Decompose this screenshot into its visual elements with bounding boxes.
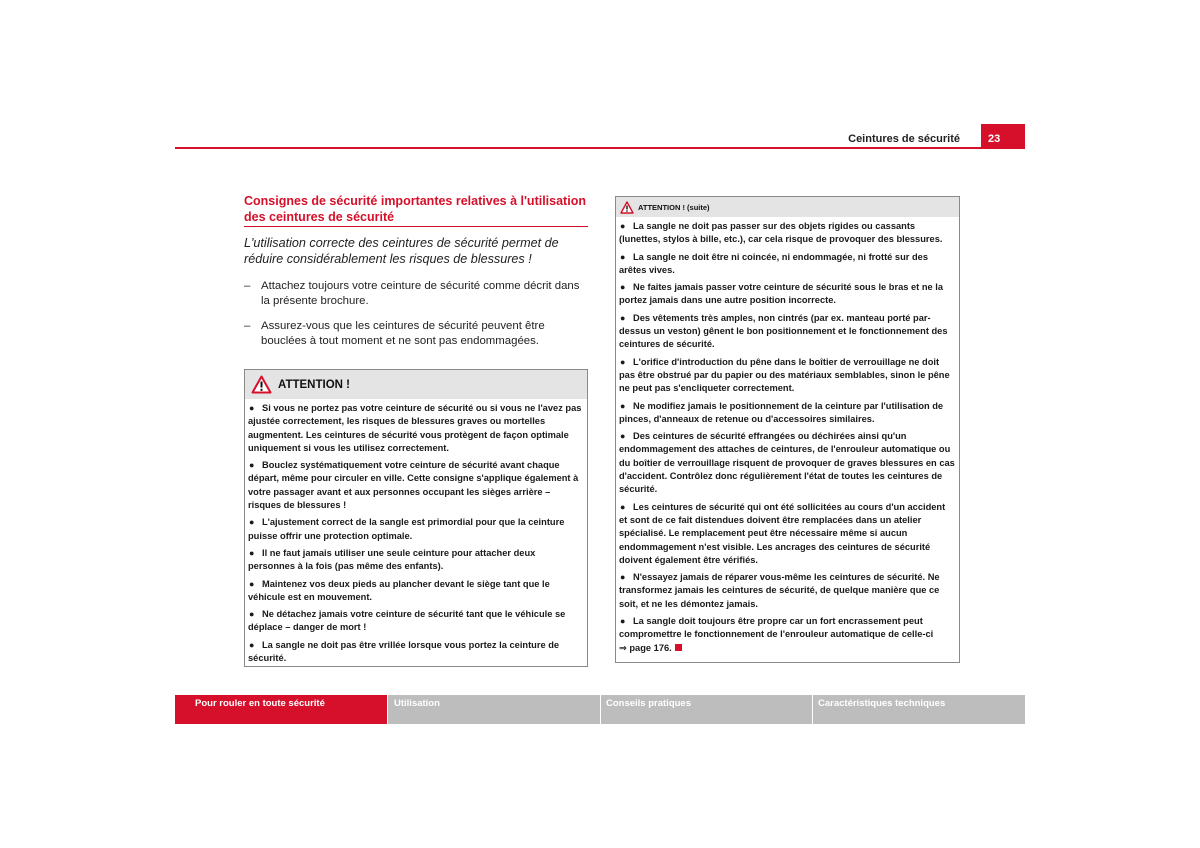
header-rule (175, 147, 1025, 149)
bullet-icon: ● (620, 282, 626, 293)
warning-header (245, 370, 587, 399)
page-header-title: Ceintures de sécurité (848, 133, 960, 145)
bullet-icon: ● (249, 578, 255, 589)
warning-header (616, 197, 959, 217)
warning-item: ● La sangle doit toujours être propre car un fort encrassement peut compromettre le fonctionnement de l'enrouleur automatique de celle-ci ⇒ page 176. (619, 616, 934, 653)
warning-item: ● Maintenez vos deux pieds au plancher devant le siège tant que le véhicule est en mouvement. (248, 578, 550, 602)
list-item-text: Attachez toujours votre ceinture de sécurité comme décrit dans la présente brochure. (261, 280, 580, 307)
warning-box-continued (615, 196, 960, 663)
warning-triangle-icon (620, 201, 634, 214)
warning-item: ● N'essayez jamais de réparer vous-même les ceintures de sécurité. Ne transformez jamais les ceintures de sécurité, de quelque manière que ce soit, et ne les démontez jamais. (619, 572, 940, 609)
warning-title: ATTENTION ! (suite) (638, 202, 710, 212)
warning-item: ● La sangle ne doit pas être vrillée lorsque vous portez la ceinture de sécurité. (248, 639, 560, 664)
bullet-icon: ● (249, 460, 255, 471)
warning-item: ● Ne faites jamais passer votre ceinture de sécurité sous le bras et ne la portez jamais dans une autre position incorrecte. (619, 282, 944, 306)
bullet-icon: ● (249, 547, 255, 558)
bullet-icon: ● (620, 251, 626, 262)
warning-triangle-icon (251, 375, 272, 394)
bullet-icon: ● (249, 639, 255, 650)
warning-title: ATTENTION ! (278, 378, 350, 391)
section-rule (244, 226, 588, 227)
warning-item: ● Des vêtements très amples, non cintrés (par ex. manteau porté par-dessus un veston) gênent le bon positionnement et le fonctionnement des ceintures de sécurité. (619, 312, 948, 350)
bullet-icon: ● (249, 403, 255, 413)
warning-item: ● La sangle ne doit pas passer sur des objets rigides ou cassants (lunettes, stylos à bille, etc.), car cela risque de provoquer des blessures. (619, 221, 943, 245)
warning-item: ● Il ne faut jamais utiliser une seule ceinture pour attacher deux personnes à la fois (pas même des enfants). (248, 547, 536, 572)
footer-tab-utilisation[interactable]: Utilisation (388, 695, 600, 724)
end-of-section-icon (675, 644, 682, 651)
bullet-icon: ● (620, 356, 626, 367)
warning-item: ● Des ceintures de sécurité effrangées ou déchirées ainsi qu'un endommagement des attaches de ceintures, de l'enrouleur automatique ou du boîtier de verrouillage risquent de provoquer de graves blessures en cas d'accident. Contrôlez donc régulièrement l'état de toutes les ceintures de sécurité. (619, 431, 955, 495)
bullet-icon: ● (620, 400, 626, 411)
list-item (244, 319, 589, 349)
footer-tab-conseils[interactable]: Conseils pratiques (601, 695, 812, 724)
bullet-icon: ● (620, 221, 626, 231)
warning-item: ● Ne détachez jamais votre ceinture de sécurité tant que le véhicule se déplace – danger de mort ! (248, 609, 566, 633)
intro-text: L'utilisation correcte des ceintures de sécurité permet de réduire considérablement les risques de blessures ! (244, 236, 559, 266)
warning-body (616, 217, 959, 655)
bullet-icon: ● (620, 616, 626, 627)
footer-tab-securite[interactable]: Pour rouler en toute sécurité (175, 695, 387, 724)
bullet-icon: ● (620, 312, 626, 323)
bullet-icon: ● (249, 517, 255, 528)
footer-tab-caracteristiques[interactable]: Caractéristiques techniques (813, 695, 1025, 724)
warning-body (245, 399, 587, 665)
warning-item: ● Les ceintures de sécurité qui ont été sollicitées au cours d'un accident et sont de ce fait distendues doivent être remplacées dans un atelier spécialisé. Le remplacement peut être nécessaire même si aucun endommagement n'est visible. Les ancrages des ceintures de sécurité doivent également être vérifiés. (619, 501, 946, 565)
bullet-icon: ● (249, 609, 255, 620)
warning-item: ● La sangle ne doit être ni coincée, ni endommagée, ni frotté sur des arêtes vives. (619, 251, 928, 275)
warning-box (244, 369, 588, 667)
page-reference-link[interactable]: ⇒ page 176. (619, 642, 672, 653)
bullet-icon: ● (620, 431, 626, 442)
warning-item: ● Bouclez systématiquement votre ceinture de sécurité avant chaque départ, même pour circuler en ville. Cette consigne s'applique également à votre passager avant et aux personnes occupant les sièges arrière – risques de blessures ! (248, 460, 579, 511)
dash-marker: – (244, 280, 251, 292)
warning-item: ● L'orifice d'introduction du pêne dans le boîtier de verrouillage ne doit pas être obstrué par du papier ou des matériaux semblables, sinon le pêne ne peut pas s'encliqueter correctement. (619, 356, 950, 394)
bullet-icon: ● (620, 501, 626, 512)
list-item (244, 279, 589, 309)
instruction-list (244, 279, 589, 359)
page-number: 23 (988, 133, 1001, 145)
warning-item: ● L'ajustement correct de la sangle est primordial pour que la ceinture puisse offrir une protection optimale. (248, 517, 565, 541)
section-title: Consignes de sécurité importantes relatives à l'utilisation des ceintures de sécurité (244, 194, 586, 224)
dash-marker: – (244, 320, 251, 332)
warning-item: ● Si vous ne portez pas votre ceinture de sécurité ou si vous ne l'avez pas ajustée correctement, les risques de blessures graves ou mortelles augmentent. Les ceintures de sécurité vous protègent de façon optimale uniquement si vous les utilisez correctement. (248, 403, 582, 453)
warning-item: ● Ne modifiez jamais le positionnement de la ceinture par l'utilisation de pinces, d'anneaux de retenue ou d'accessoires similaires. (619, 400, 944, 424)
bullet-icon: ● (620, 572, 626, 583)
list-item-text: Assurez-vous que les ceintures de sécurité peuvent être bouclées à tout moment et ne sont pas endommagées. (261, 320, 545, 347)
